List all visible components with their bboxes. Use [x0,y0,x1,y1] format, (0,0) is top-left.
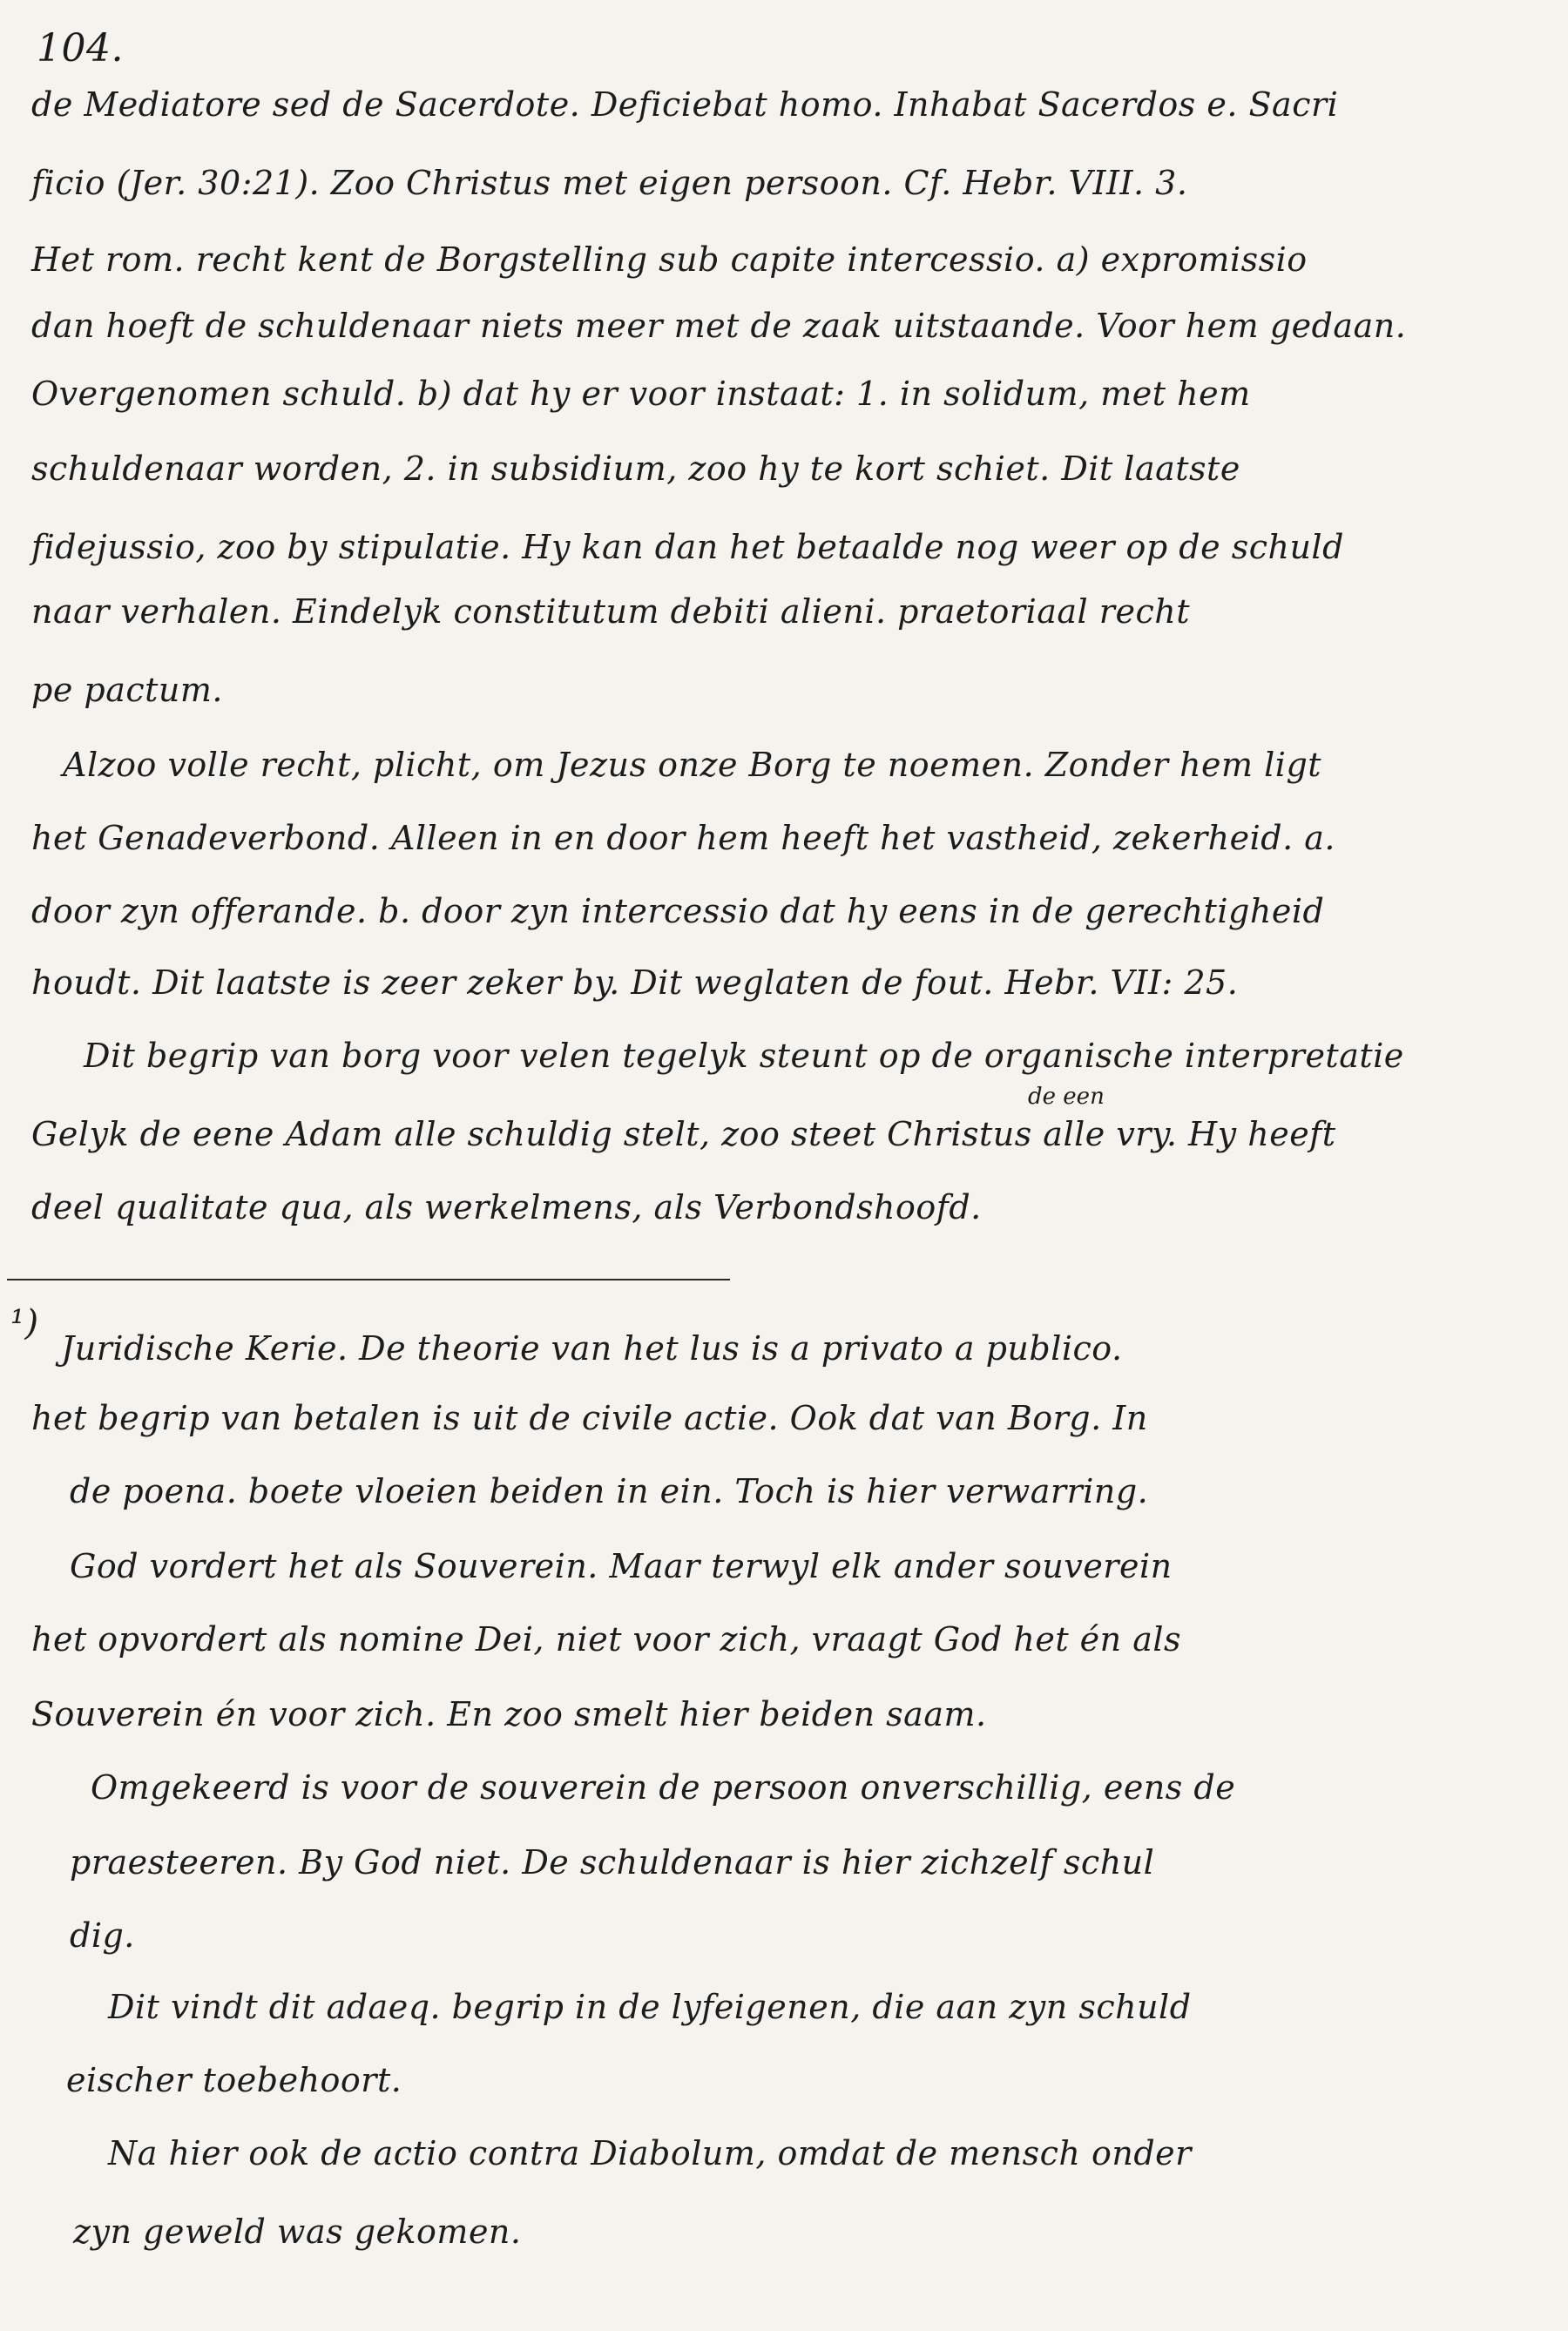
interlinear-note: de een [1028,1084,1105,1110]
footnote-mark: ¹) [10,1303,39,1343]
footnote-line: eischer toebehoort. [66,2061,402,2099]
text-line: schuldenaar worden, 2. in subsidium, zoo hy te kort schiet. Dit laatste [31,449,1240,488]
text-line: het Genadeverbond. Alleen in en door hem heeft het vastheid, zekerheid. a. [31,819,1335,857]
footnote-separator [7,1279,730,1280]
text-line: houdt. Dit laatste is zeer zeker by. Dit weglaten de fout. Hebr. VII: 25. [31,963,1239,1002]
text-line: ficio (Jer. 30:21). Zoo Christus met eigen persoon. Cf. Hebr. VIII. 3. [31,164,1188,202]
text-line: Gelyk de eene Adam alle schuldig stelt, zoo steet Christus alle vry. Hy heeft [31,1115,1336,1153]
page-number: 104. [37,26,124,71]
footnote-line: Omgekeerd is voor de souverein de persoon onverschillig, eens de [91,1768,1236,1807]
text-line: door zyn offerande. b. door zyn intercessio dat hy eens in de gerechtigheid [31,892,1325,930]
text-line: fidejussio, zoo by stipulatie. Hy kan dan het betaalde nog weer op de schuld [31,528,1344,566]
footnote-line: de poena. boete vloeien beiden in ein. Toch is hier verwarring. [70,1472,1149,1510]
text-line: Overgenomen schuld. b) dat hy er voor instaat: 1. in solidum, met hem [31,375,1251,413]
text-line: Alzoo volle recht, plicht, om Jezus onze Borg te noemen. Zonder hem ligt [63,746,1322,784]
footnote-line: het begrip van betalen is uit de civile actie. Ook dat van Borg. In [31,1399,1148,1437]
text-line: deel qualitate qua, als werkelmens, als Verbondshoofd. [31,1188,982,1226]
text-line: pe pactum. [31,671,224,709]
footnote-line: Souverein én voor zich. En zoo smelt hier beiden saam. [31,1695,987,1733]
text-line: de Mediatore sed de Sacerdote. Deficiebat homo. Inhabat Sacerdos e. Sacri [31,85,1339,124]
footnote-line: het opvordert als nomine Dei, niet voor zich, vraagt God het én als [31,1620,1182,1659]
text-line: Het rom. recht kent de Borgstelling sub capite intercessio. a) expromissio [31,240,1308,279]
footnote-line: Dit vindt dit adaeq. begrip in de lyfeigenen, die aan zyn schuld [108,1988,1192,2026]
footnote-line: praesteeren. By God niet. De schuldenaar is hier zichzelf schul [70,1843,1155,1882]
footnote-line: Juridische Kerie. De theorie van het lus is a privato a publico. [61,1329,1123,1368]
footnote-line: dig. [70,1916,135,1955]
footnote-line: Na hier ook de actio contra Diabolum, omdat de mensch onder [108,2134,1192,2172]
text-line: naar verhalen. Eindelyk constitutum debiti alieni. praetoriaal recht [31,592,1190,631]
footnote-line: zyn geweld was gekomen. [73,2213,522,2251]
footnote-line: God vordert het als Souverein. Maar terwyl elk ander souverein [70,1547,1173,1585]
text-line: Dit begrip van borg voor velen tegelyk steunt op de organische interpretatie [84,1037,1404,1075]
text-line: dan hoeft de schuldenaar niets meer met de zaak uitstaande. Voor hem gedaan. [31,307,1407,345]
